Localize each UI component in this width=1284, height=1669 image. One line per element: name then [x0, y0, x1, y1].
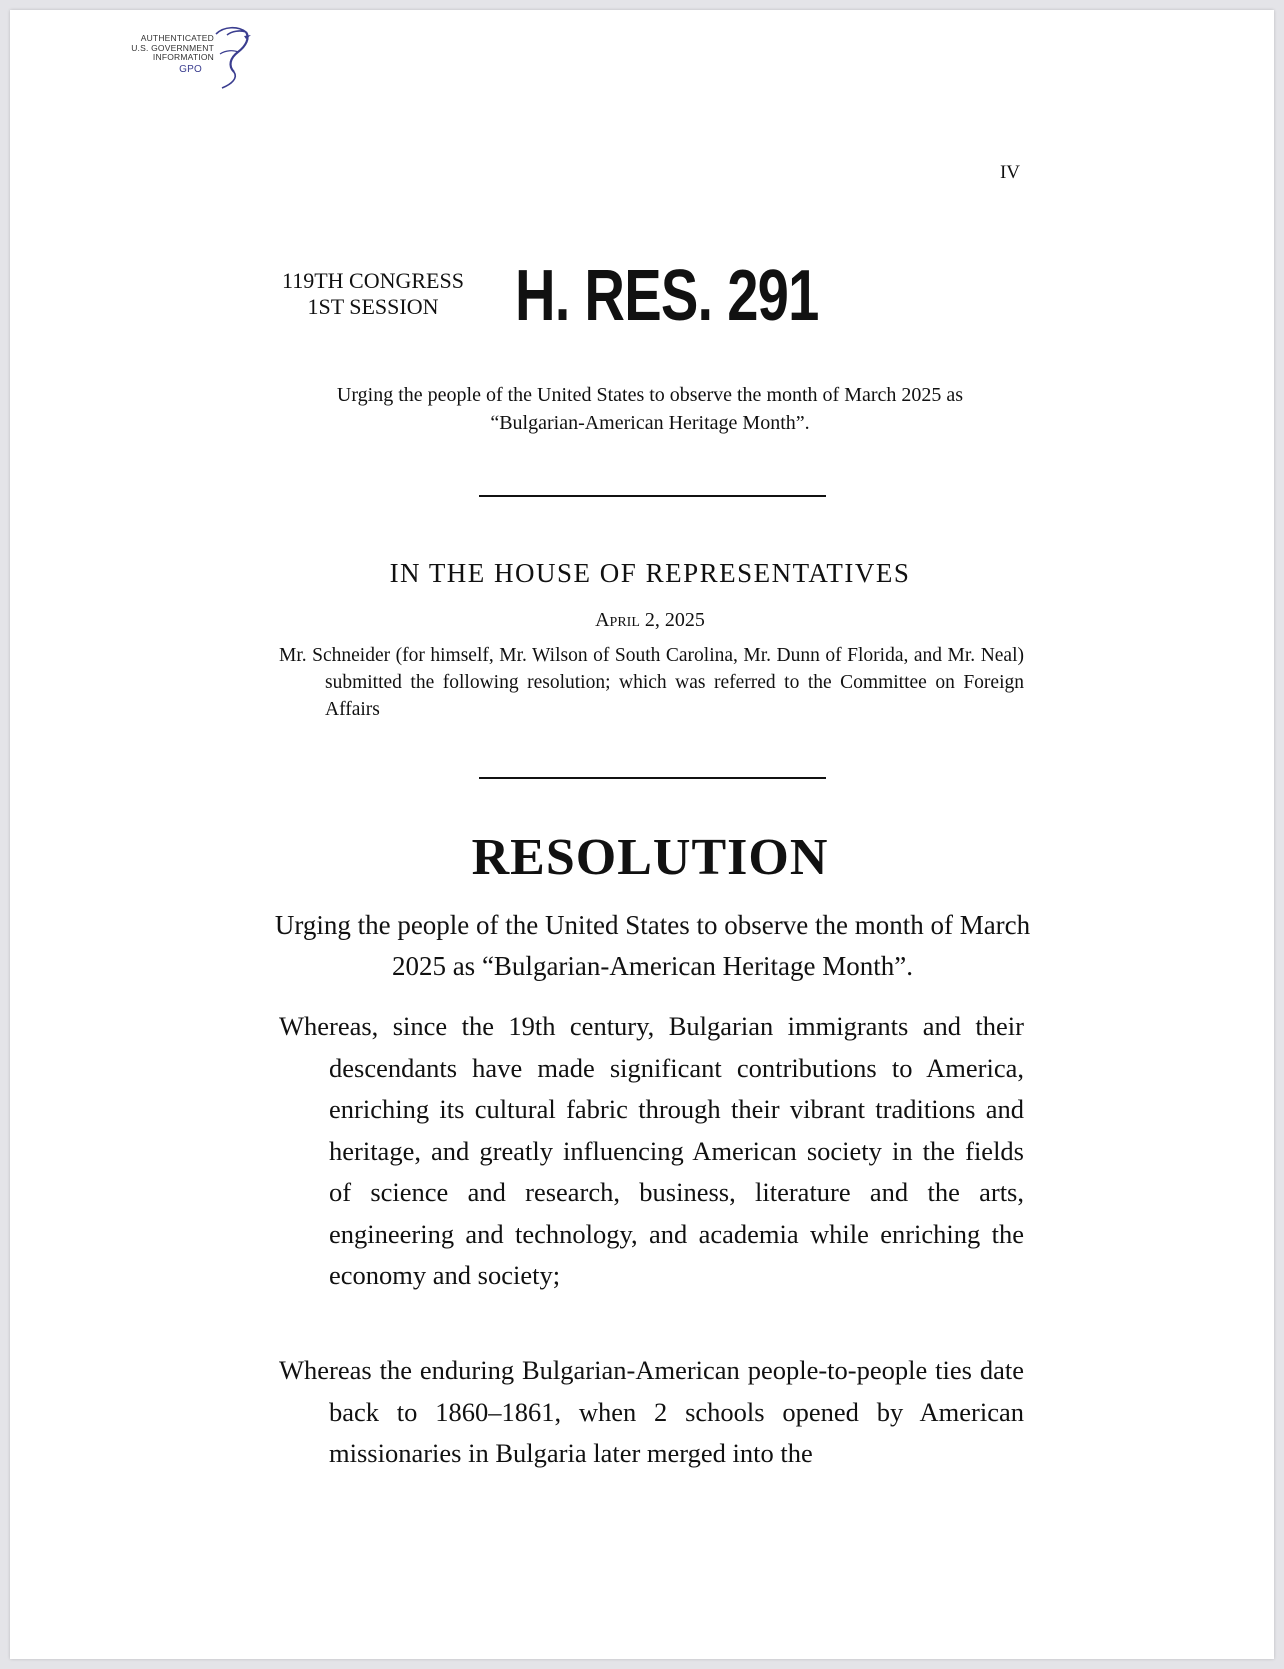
official-title: Urging the people of the United States to observe the month of March 2025 as “Bulgarian-American Heritage Month”.	[274, 910, 1031, 981]
calendar-code: IV	[999, 162, 1020, 183]
gpo-authenticated-logo	[114, 24, 274, 96]
whereas-clause: Whereas the enduring Bulgarian-American people-to-people ties date back to 1860–1861, when 2 schools opened by American missionaries in Bulgaria later merged into the	[279, 1355, 1024, 1468]
divider-rule	[479, 495, 826, 497]
session-number: 1ST SESSION	[307, 294, 439, 319]
whereas-clause: Whereas, since the 19th century, Bulgarian immigrants and their descendants have made significant contributions to America, enriching its cultural fabric through their vibrant traditions and heritage, and greatly influencing American society in the fields of science and research, business, literature and the arts, engineering and technology, and academia while enriching the economy and society;	[279, 1011, 1024, 1290]
document-type-heading: RESOLUTION	[471, 829, 829, 886]
logo-line-2: U.S. GOVERNMENT	[131, 42, 214, 53]
action-date: April 2, 2025	[595, 609, 705, 631]
chamber-heading: IN THE HOUSE OF REPRESENTATIVES	[389, 558, 911, 588]
eagle-icon	[210, 24, 256, 90]
short-title: Urging the people of the United States to observe the month of March 2025 as “Bulgarian-American Heritage Month”.	[336, 384, 964, 434]
congress-number: 119TH CONGRESS	[282, 268, 464, 293]
congress-session-block	[267, 268, 479, 320]
divider-rule	[479, 777, 826, 779]
logo-line-3: INFORMATION	[152, 52, 214, 62]
document-page	[10, 10, 1274, 1659]
sponsor-statement: Mr. Schneider (for himself, Mr. Wilson of South Carolina, Mr. Dunn of Florida, and Mr. Neal) submitted the following resolution; which was referred to the Committee on Foreign Affairs	[279, 645, 1024, 720]
logo-gpo-mark: GPO	[179, 63, 202, 75]
bill-number: H. RES. 291	[515, 256, 819, 336]
logo-line-1: AUTHENTICATED	[140, 33, 214, 43]
